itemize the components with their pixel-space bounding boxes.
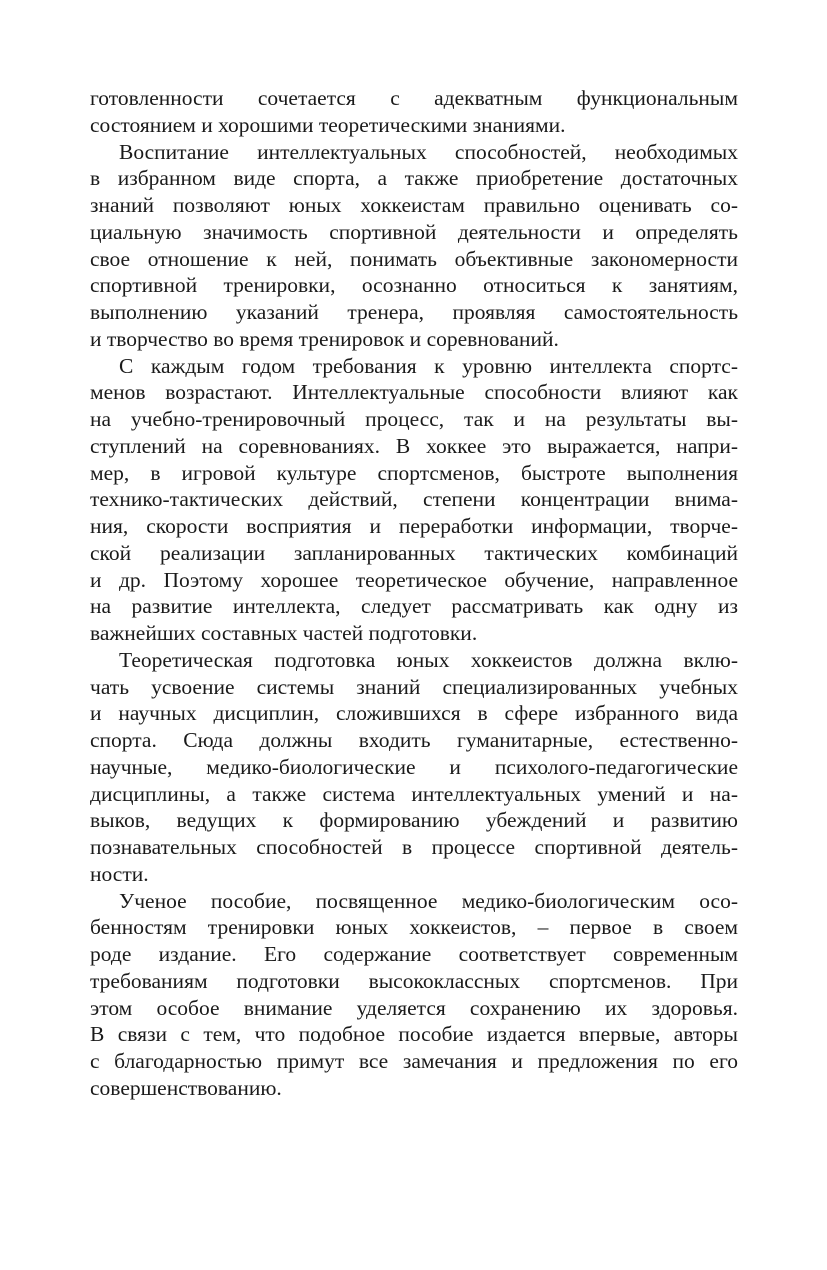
text-line: совершенствованию. (90, 1075, 282, 1100)
paragraph (90, 85, 738, 139)
text-line: в избранном виде спорта, а также приобретение достаточных (90, 166, 738, 191)
text-line: дисциплины, а также система интеллектуальных умений и на- (90, 781, 738, 806)
text-line: спорта. Сюда должны входить гуманитарные, естественно- (90, 728, 738, 752)
text-line: выполнению указаний тренера, проявляя самостоятельность (90, 300, 738, 324)
text-line: ступлений на соревнованиях. В хоккее это выражается, напри- (90, 433, 738, 458)
text-line: спортивной тренировки, осознанно относиться к занятиям, (90, 273, 738, 298)
text-line: С каждым годом требования к уровню интеллекта спортс- (119, 353, 738, 378)
text-line: чать усвоение системы знаний специализированных учебных (90, 674, 738, 699)
text-line: и научных дисциплин, сложившихся в сфере избранного вида (90, 701, 738, 726)
text-line: менов возрастают. Интеллектуальные способности влияют как (90, 380, 738, 405)
text-line: циальную значимость спортивной деятельности и определять (90, 219, 738, 244)
text-line: на развитие интеллекта, следует рассматривать как одну из (90, 594, 738, 619)
text-line: мер, в игровой культуре спортсменов, быстроте выполнения (90, 460, 738, 485)
paragraph (90, 647, 738, 888)
text-line: технико-тактических действий, степени концентрации внима- (90, 487, 738, 512)
paragraph (90, 139, 738, 353)
text-line: выков, ведущих к формированию убеждений и развитию (90, 808, 738, 833)
text-line: познавательных способностей в процессе спортивной деятель- (90, 835, 738, 859)
text-line: с благодарностью примут все замечания и предложения по его (90, 1049, 738, 1073)
text-line: на учебно-тренировочный процесс, так и на результаты вы- (90, 407, 738, 431)
text-line: требованиям подготовки высококлассных спортсменов. При (90, 968, 738, 993)
text-line: Ученое пособие, посвященное медико-биологическим осо- (119, 888, 738, 913)
text-line: Воспитание интеллектуальных способностей, необходимых (119, 139, 738, 164)
text-line: этом особое внимание уделяется сохранению их здоровья. (90, 995, 738, 1020)
text-line: и творчество во время тренировок и соревнований. (90, 326, 559, 351)
text-line: В связи с тем, что подобное пособие издается впервые, авторы (90, 1022, 738, 1047)
text-line: важнейших составных частей подготовки. (90, 621, 478, 645)
paragraph (90, 353, 738, 647)
text-line: ской реализации запланированных тактических комбинаций (90, 540, 738, 565)
text-line: роде издание. Его содержание соответствует современным (90, 942, 738, 966)
text-line: ния, скорости восприятия и переработки информации, творче- (90, 514, 738, 538)
text-line: бенностям тренировки юных хоккеистов, – первое в своем (90, 915, 738, 940)
page-body-text (90, 85, 738, 1102)
text-line: ности. (90, 861, 149, 886)
paragraph (90, 888, 738, 1102)
text-line: состоянием и хорошими теоретическими знаниями. (90, 112, 566, 137)
text-line: Теоретическая подготовка юных хоккеистов должна вклю- (119, 647, 738, 672)
text-line: и др. Поэтому хорошее теоретическое обучение, направленное (90, 567, 738, 592)
text-line: научные, медико-биологические и психолого-педагогические (90, 754, 738, 779)
text-line: знаний позволяют юных хоккеистам правильно оценивать со- (90, 193, 738, 217)
text-line: готовленности сочетается с адекватным функциональным (90, 86, 738, 110)
text-line: свое отношение к ней, понимать объективные закономерности (90, 246, 738, 271)
